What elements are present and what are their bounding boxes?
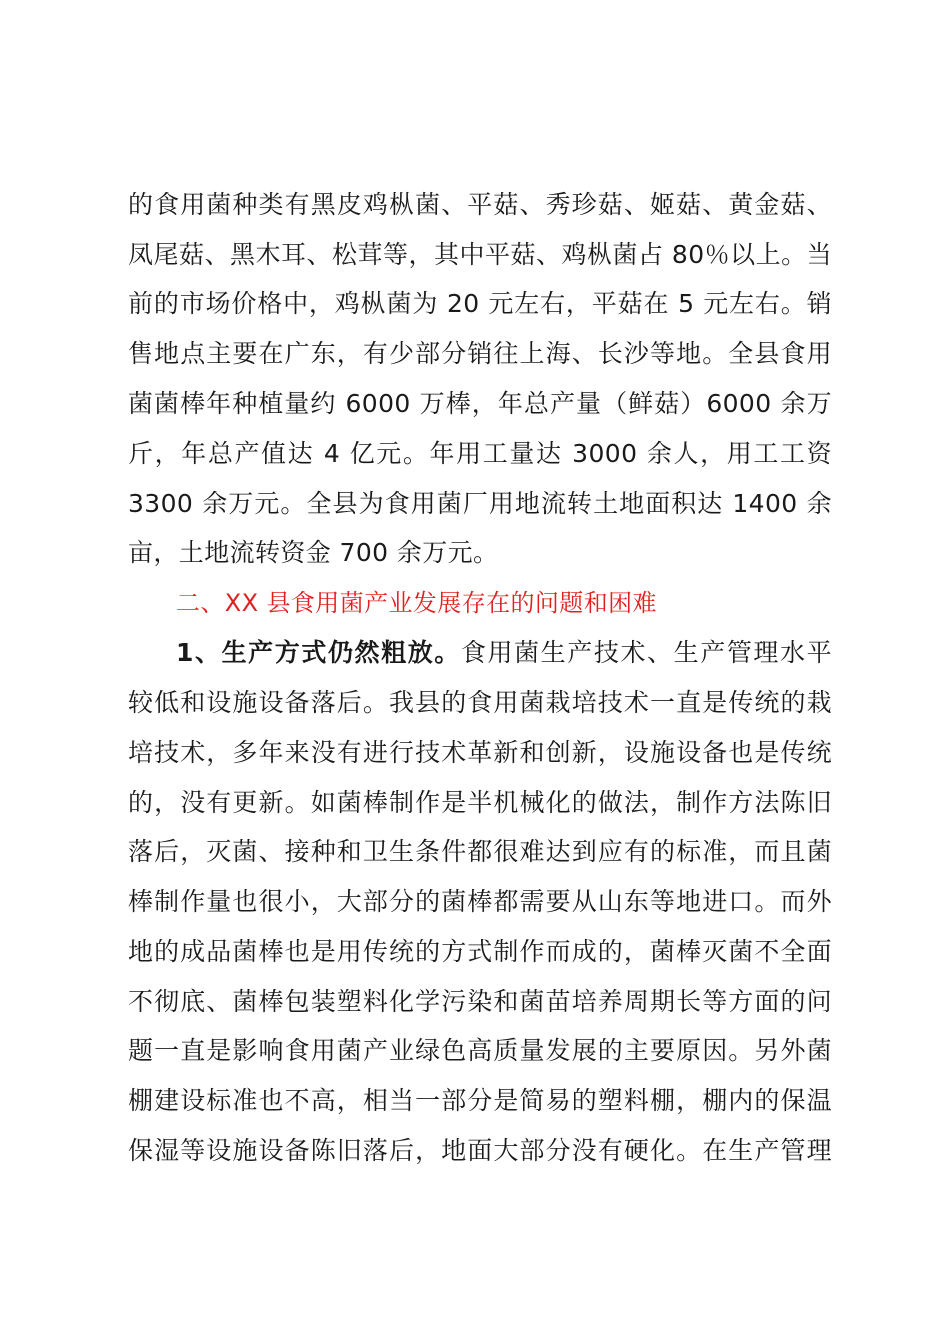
paragraph-line: 前的市场价格中，鸡枞菌为 20 元左右，平菇在 5 元左右。销 [128,289,832,318]
paragraph-line: 棚建设标准也不高，相当一部分是简易的塑料棚，棚内的保温 [128,1086,832,1115]
paragraph-line: 菌菌棒年种植量约 6000 万棒，年总产量（鲜菇）6000 余万 [128,389,832,418]
paragraph-line: 地的成品菌棒也是用传统的方式制作而成的，菌棒灭菌不全面 [128,937,832,966]
paragraph-line: 3300 余万元。全县为食用菌厂用地流转土地面积达 1400 余 [128,489,832,518]
paragraph-line: 保湿等设施设备陈旧落后，地面大部分没有硬化。在生产管理 [128,1136,832,1165]
paragraph-line: 的，没有更新。如菌棒制作是半机械化的做法，制作方法陈旧 [128,788,832,817]
section-heading: 二、XX 县食用菌产业发展存在的问题和困难 [176,589,657,617]
paragraph-line: 售地点主要在广东，有少部分销往上海、长沙等地。全县食用 [128,339,832,368]
paragraph-line: 的食用菌种类有黑皮鸡枞菌、平菇、秀珍菇、姬菇、黄金菇、 [128,190,832,219]
paragraph-line: 题一直是影响食用菌产业绿色高质量发展的主要原因。另外菌 [128,1036,832,1065]
bold-lead-title: 1、生产方式仍然粗放。 [176,638,461,667]
paragraph-line: 落后，灭菌、接种和卫生条件都很难达到应有的标准，而且菌 [128,837,832,866]
paragraph-line: 棒制作量也很小，大部分的菌棒都需要从山东等地进口。而外 [128,887,832,916]
paragraph-line: 培技术，多年来没有进行技术革新和创新，设施设备也是传统 [128,738,832,767]
paragraph-line: 斤，年总产值达 4 亿元。年用工量达 3000 余人，用工工资 [128,439,832,468]
paragraph-line: 不彻底、菌棒包装塑料化学污染和菌苗培养周期长等方面的问 [128,987,832,1016]
paragraph-line: 凤尾菇、黑木耳、松茸等，其中平菇、鸡枞菌占 80％以上。当 [128,240,832,269]
paragraph-line: 亩，土地流转资金 700 余万元。 [128,538,499,567]
first-line-text: 食用菌生产技术、生产管理水平 [460,638,832,667]
paragraph-first-line [176,633,832,673]
paragraph-line: 较低和设施设备落后。我县的食用菌栽培技术一直是传统的栽 [128,688,832,717]
